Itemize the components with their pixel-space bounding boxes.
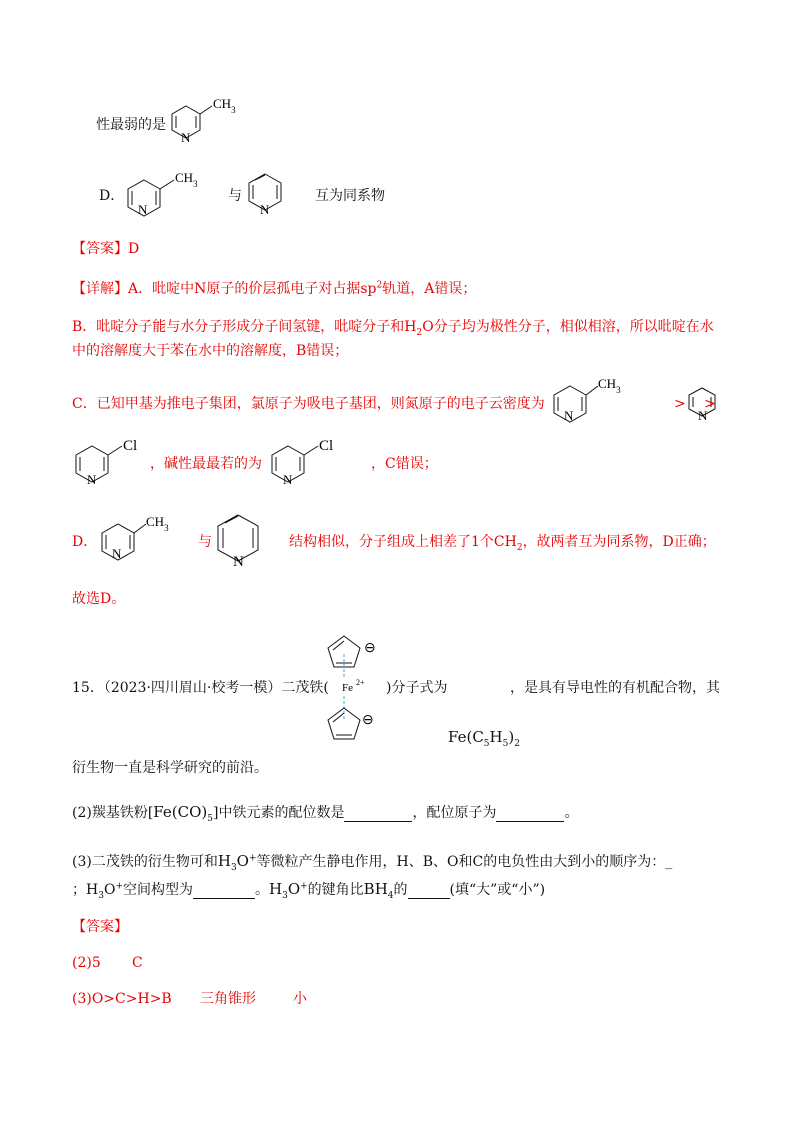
- 3-methylpyridine-structure-detail-d: [94, 514, 184, 566]
- methyl-label: $CH_3$: [598, 376, 621, 395]
- minus-charge-icon: ⊖: [362, 713, 374, 728]
- pyridine-structure-d: [243, 168, 293, 220]
- q15-part3-line2: ；$H_3O^+$空间构型为 。$H_3O^+$的键角比$BH_4$的 (填“大”或“小”): [72, 880, 546, 901]
- q14-option-c-tail: 性最弱的是: [96, 117, 166, 133]
- q15-title-end: ，是具有导电性的有机配合物，其: [510, 680, 720, 696]
- detail-a: 【详解】A．吡啶中N原子的价层孤电子对占据$sp^2$轨道，A错误；: [72, 280, 477, 297]
- answer-15-part2-value: C: [132, 955, 143, 971]
- coordinating-atom-blank[interactable]: [496, 807, 564, 822]
- methyl-subscript: 3: [616, 385, 621, 395]
- nitrogen-label: N: [112, 546, 122, 561]
- 3-methylpyridine-structure-detail-c: [546, 376, 636, 428]
- methyl-label: $CH_3$: [213, 96, 236, 115]
- coordination-number-blank[interactable]: [344, 807, 412, 822]
- nitrogen-label: N: [87, 472, 97, 487]
- spatial-configuration-blank[interactable]: [193, 884, 255, 899]
- nitrogen-label: N: [138, 202, 148, 217]
- q15-title-start: 15．（2023·四川眉山·校考一模）二茂铁(: [72, 680, 329, 696]
- detail-d-with: 与: [198, 534, 212, 550]
- q14-option-d-with: 与: [228, 188, 242, 204]
- q15-part2: (2)羰基铁粉$[Fe(CO)_5]$中铁元素的配位数是 ，配位原子为 。: [72, 803, 579, 824]
- detail-b-line1: B．吡啶分子能与水分子形成分子间氢键，吡啶分子和$H_2O$分子均为极性分子，相似相溶，所以吡啶在水: [72, 319, 714, 338]
- q15-part3-line1: (3)二茂铁的衍生物可和$H_3O^+$等微粒产生静电作用，H、B、O和C的电负性由大到小的顺序为：_: [72, 852, 673, 873]
- pyridine-structure-detail-d: [212, 510, 270, 570]
- 3-methylpyridine-structure-c: [166, 96, 246, 146]
- answer-15-part3-compare: 小: [293, 991, 307, 1007]
- q15-line2: 衍生物一直是科学研究的前沿。: [72, 760, 268, 776]
- answer-14: [72, 240, 139, 258]
- answer-15-part3-label: (3)O>C>H>B: [72, 991, 172, 1007]
- nitrogen-label: N: [181, 130, 191, 145]
- methyl-subscript: 3: [193, 179, 198, 189]
- 3-chloropyridine-structure-2: [266, 434, 356, 488]
- answer-15-label: 【答案】: [72, 919, 128, 935]
- nitrogen-label: N: [233, 554, 244, 570]
- methyl-label: $CH_3$: [175, 170, 198, 189]
- iron-charge-label: 2+: [356, 678, 365, 687]
- nitrogen-label: N: [283, 472, 293, 487]
- detail-c-gt-1: >: [674, 396, 686, 412]
- answer-15-part3-shape: 三角锥形: [200, 991, 256, 1007]
- chlorine-label: Cl: [123, 438, 138, 454]
- methyl-subscript: 3: [164, 523, 169, 533]
- methyl-label: $CH_3$: [146, 514, 169, 533]
- minus-charge-icon: ⊖: [364, 641, 376, 656]
- nitrogen-label: N: [564, 408, 574, 423]
- nitrogen-label: N: [260, 202, 270, 217]
- q14-option-d-label: D．: [99, 188, 125, 204]
- q15-formula: $Fe(C_5H_5)_2$: [448, 728, 520, 749]
- 3-methylpyridine-structure-d: [120, 170, 210, 222]
- 3-chloropyridine-structure-1: [70, 434, 160, 488]
- detail-d-text: 结构相似，分子组成上相差了1个$CH_2$，故两者互为同系物，D正确；: [289, 534, 716, 553]
- methyl-subscript: 3: [231, 105, 236, 115]
- question-number: 15．: [72, 680, 104, 696]
- detail-c-line1: C．已知甲基为推电子集团，氯原子为吸电子基团，则氮原子的电子云密度为: [72, 396, 545, 412]
- chlorine-label: Cl: [319, 438, 334, 454]
- detail-c-line2-end: ，C错误；: [371, 456, 438, 472]
- q15-title-mid: )分子式为: [386, 680, 448, 696]
- nitrogen-label: N: [698, 408, 708, 423]
- detail-conclusion: 故选D。: [72, 591, 126, 607]
- detail-d-label: D．: [72, 534, 98, 550]
- detail-c-gt-2: >: [704, 396, 716, 412]
- answer-15-part2-label: (2)5: [72, 955, 101, 971]
- answer-value: D: [128, 241, 140, 257]
- bond-angle-blank[interactable]: [408, 884, 450, 899]
- answer-label: 【答案】: [72, 241, 128, 257]
- q14-option-d-tail: 互为同系物: [315, 188, 385, 204]
- iron-label: Fe: [342, 682, 353, 694]
- detail-c-line2-mid: ，碱性最最若的为: [150, 456, 262, 472]
- detail-b-line2: 中的溶解度大于苯在水中的溶解度，B错误；: [72, 343, 349, 359]
